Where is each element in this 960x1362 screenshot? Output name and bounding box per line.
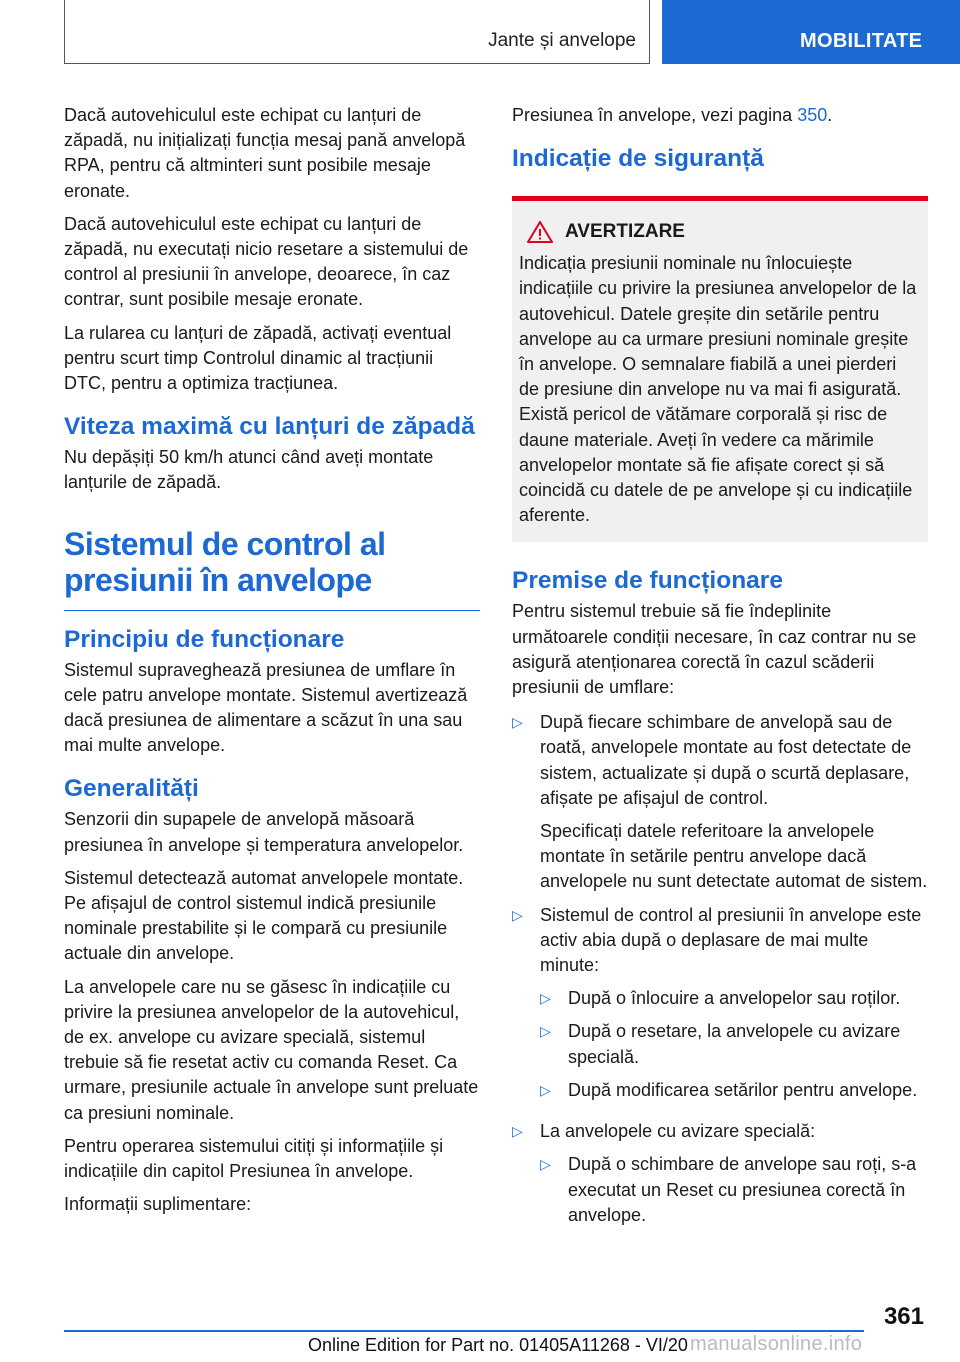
chapter-heading: Sistemul de control al presiunii în anvelope [64, 526, 480, 611]
list-item [512, 1119, 928, 1236]
ref-text: Presiunea în anvelope, vezi pagina [512, 105, 798, 125]
sub-list-item [540, 1078, 928, 1103]
bullet-triangle-icon: ▷ [512, 714, 523, 731]
bullet-triangle-icon: ▷ [540, 1023, 551, 1040]
sub-list-item [540, 986, 928, 1011]
paragraph: Pentru operarea sistemului citiți și informațiile și indicațiile din capitol Presiunea în anvelope. [64, 1135, 444, 1182]
heading-max-speed: Viteza maximă cu lanțuri de zăpadă [64, 413, 475, 441]
ref-end: . [827, 105, 833, 125]
paragraph: Dacă autovehiculul este echipat cu lanțuri de zăpadă, nu executați nicio resetare a sistemului de control al presiunii în anvelope, deoarece, în caz contrar, sunt posibile mesaje eronate. [64, 213, 469, 310]
paragraph: Pentru sistemul trebuie să fie îndeplinite următoarele condiții necesare, în caz contrar nu se asigură atenționarea corectă în cazul scăderii presiunii de umflare: [512, 601, 917, 698]
list-item-text: La anvelopele cu avizare specială: [540, 1121, 816, 1142]
list-item-text: Sistemul de control al presiunii în anvelope este activ abia după o deplasare de mai multe minute: [540, 904, 922, 976]
heading-safety: Indicație de siguranță [512, 145, 764, 173]
list-item-text: După fiecare schimbare de anvelopă sau de roată, anvelopele montate au fost detectate de sistem, actualizate și după o scurtă deplasare, afișate pe afișajul de control. [540, 712, 912, 808]
bullet-triangle-icon: ▷ [540, 1081, 551, 1098]
heading-premise: Premise de funcționare [512, 567, 783, 595]
sub-list-item [540, 1152, 928, 1228]
paragraph: Sistemul supraveghează presiunea de umflare în cele patru anvelope montate. Sistemul avertizează dacă presiunea de alimentare a scăzut în una sau mai multe anvelope. [64, 659, 468, 756]
heading-general: Generalități [64, 775, 199, 803]
list-item [512, 903, 928, 1111]
list-item-text: După o resetare, la anvelopele cu avizare specială. [568, 1021, 901, 1067]
list-item [512, 710, 928, 894]
paragraph [512, 103, 928, 128]
list-item-text: După o înlocuire a anvelopelor sau roților. [568, 988, 901, 1009]
page-number: 361 [883, 1303, 924, 1330]
bullet-triangle-icon: ▷ [540, 990, 551, 1007]
left-column [64, 103, 480, 1226]
warning-text: Indicația presiunii nominale nu înlocuiește indicațiile cu privire la presiunea anvelopelor de la autovehicul. Datele greșite din setările pentru anvelope au ca urmare presiuni nominale greșite în anvelope. O semnalare fiabilă a unei pierderi de presiune din anvelope nu va mai fi asigurată. Există pericol de vătămare corporală și risc de daune materiale. Aveți în vedere ca mărimile anvelopelor montate să fie afișate corect și să coincidă cu datele de pe anvelope și cu indicațiile aferente. [519, 253, 917, 526]
list-item-text: După modificarea setărilor pentru anvelope. [568, 1079, 918, 1100]
warning-triangle-icon [527, 221, 553, 243]
paragraph: La anvelopele care nu se găsesc în indicațiile cu privire la presiunea anvelopelor de la autovehicul, de ex. anvelope cu avizare specială, sistemul trebuie să fie resetat activ cu comanda Reset. Ca urmare, presiunile actuale în anvelope sunt preluate ca presiuni nominale. [64, 976, 479, 1123]
bullet-triangle-icon: ▷ [512, 1123, 523, 1140]
paragraph: Dacă autovehiculul este echipat cu lanțuri de zăpadă, nu inițializați funcția mesaj pană anvelopă RPA, pentru că altminteri sunt posibile mesaje eronate. [64, 105, 466, 201]
paragraph: Nu depășiți 50 km/h atunci când aveți montate lanțurile de zăpadă. [64, 447, 434, 493]
paragraph: Sistemul detectează automat anvelopele montate. Pe afișajul de control sistemul indică presiunile nominale prestabilite și le compară cu presiunile actuale din anvelope. [64, 867, 464, 964]
paragraph: La rularea cu lanțuri de zăpadă, activați eventual pentru scurt timp Controlul dinamic al tracțiunii DTC, pentru a optimiza tracțiunea. [64, 322, 452, 394]
page-link[interactable]: 350 [797, 105, 828, 125]
bullet-triangle-icon: ▷ [540, 1156, 551, 1173]
watermark: manualsonline.info [690, 1333, 863, 1355]
bullet-triangle-icon: ▷ [512, 906, 523, 923]
list-item-text: Specificați datele referitoare la anvelopele montate în setările pentru anvelope dacă anvelopele nu sunt detectate automat de sistem. [540, 821, 928, 892]
warning-label: AVERTIZARE [565, 221, 685, 243]
right-column [512, 103, 928, 1244]
warning-title [527, 221, 921, 243]
warning-box [512, 196, 928, 542]
sub-list-item [540, 1019, 928, 1069]
heading-principle: Principiu de funcționare [64, 625, 345, 653]
list-item-text: După o schimbare de anvelope sau roți, s-a executat un Reset cu presiunea corectă în anvelope. [568, 1154, 917, 1225]
header-chapter-title: MOBILITATE [800, 30, 923, 52]
paragraph: Informații suplimentare: [64, 1194, 252, 1215]
edition-text: Online Edition for Part no. 01405A11268 - VI/20 [308, 1335, 688, 1355]
paragraph: Senzorii din supapele de anvelopă măsoară presiunea în anvelope și temperatura anvelopelor. [64, 809, 464, 855]
footer-divider [64, 1330, 864, 1332]
header-section-title: Jante și anvelope [488, 30, 636, 51]
